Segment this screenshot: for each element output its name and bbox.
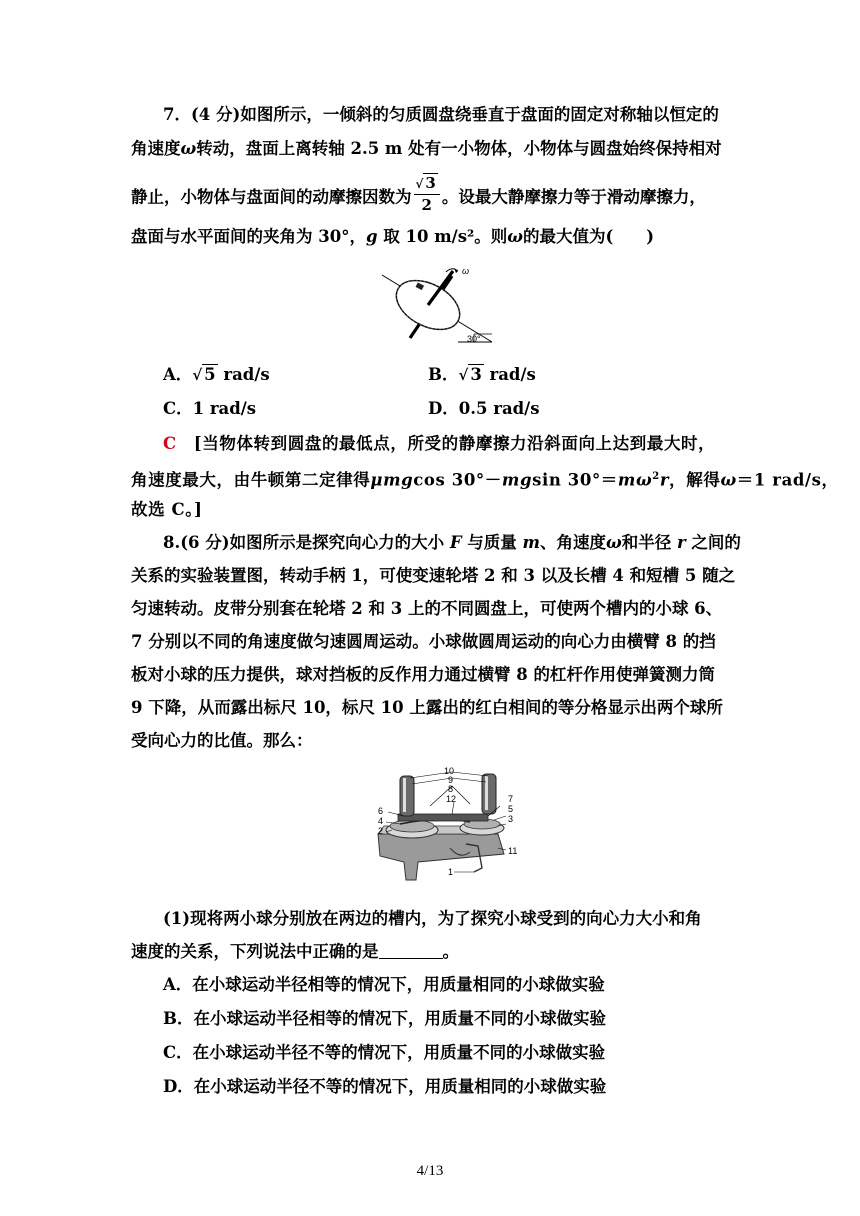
q8-sub1-option-d: D．在小球运动半径不等的情况下，用质量相同的小球做实验 [163, 1077, 607, 1096]
q7-option-a: A．√ 5 rad/s [163, 365, 270, 384]
q7-line-1: 7．(4 分)如图所示，一倾斜的匀质圆盘绕垂直于盘面的固定对称轴以恒定的 [163, 105, 719, 124]
q7-line-2: 角速度ω转动，盘面上离转轴 2.5 m 处有一小物体，小物体与圆盘始终保持相对 [131, 139, 722, 158]
q7-line-4: 盘面与水平面间的夹角为 30°，g 取 10 m/s²。则ω的最大值为( ) [131, 227, 655, 246]
label-6: 6 [378, 806, 384, 816]
q8-sub1-line-2: 速度的关系，下列说法中正确的是 。 [131, 942, 459, 961]
cylinder-right [482, 774, 496, 814]
cylinder-left [400, 776, 414, 816]
q7-answer-line-3: 故选 C。] [131, 500, 203, 519]
q8-sub1-option-a: A．在小球运动半径相等的情况下，用质量相同的小球做实验 [163, 975, 605, 994]
answer-blank[interactable] [379, 942, 443, 959]
label-3: 3 [508, 814, 514, 824]
label-10: 10 [444, 766, 455, 776]
q8-line-7: 受向心力的比值。那么： [131, 731, 313, 750]
angle-label: 30° [467, 334, 481, 344]
centripetal-apparatus-figure [370, 764, 530, 892]
label-11: 11 [508, 846, 518, 856]
label-4: 4 [378, 816, 384, 826]
q7-option-c: C．1 rad/s [163, 399, 257, 418]
omega-label: ω [462, 266, 470, 276]
answer-letter: C [163, 434, 177, 453]
q7-option-b: B．√ 3 rad/s [428, 365, 536, 384]
q8-sub1-line-1: (1)现将两小球分别放在两边的槽内，为了探究小球受到的向心力大小和角 [163, 909, 702, 928]
page-number: 4/13 [416, 1163, 444, 1179]
q8-line-2: 关系的实验装置图，转动手柄 1，可使变速轮塔 2 和 3 以及长槽 4 和短槽 5 随之 [131, 566, 736, 585]
q8-line-4: 7 分别以不同的角速度做匀速圆周运动。小球做圆周运动的向心力由横臂 8 的挡 [131, 632, 716, 651]
q7-line-3: 静止，小物体与盘面间的动摩擦因数为 $\frac{√ 3}{2}$ 。设最大静摩擦力等于滑动摩擦力， [131, 174, 706, 214]
q7-answer-line-2: 角速度最大，由牛顿第二定律得μmgcos 30°－mgsin $30^\circ=m\omega^2r$，解得ω＝1 rad/s， [131, 470, 839, 490]
label-2: 2 [378, 826, 384, 836]
label-1: 1 [448, 867, 454, 877]
label-7: 7 [508, 794, 514, 804]
q8-line-3: 匀速转动。皮带分别套在轮塔 2 和 3 上的不同圆盘上，可使两个槽内的小球 6、 [131, 599, 723, 618]
q8-sub1-option-b: B．在小球运动半径相等的情况下，用质量不同的小球做实验 [163, 1009, 606, 1028]
label-8: 8 [448, 784, 454, 794]
q7-option-d: D．0.5 rad/s [428, 399, 540, 418]
q8-line-1: 8.(6 分)如图所示是探究向心力的大小 F 与质量 m、角速度ω和半径 r 之间的 [163, 533, 741, 552]
label-12: 12 [446, 794, 457, 804]
apparatus-base [378, 834, 504, 880]
q8-line-6: 9 下降，从而露出标尺 10，标尺 10 上露出的红白相间的等分格显示出两个球所 [131, 698, 723, 717]
q8-sub1-option-c: C．在小球运动半径不等的情况下，用质量不同的小球做实验 [163, 1043, 606, 1062]
inclined-disk-figure [370, 262, 500, 348]
q7-answer-line-1: C [当物体转到圆盘的最低点，所受的静摩擦力沿斜面向上达到最大时， [163, 434, 716, 453]
label-5: 5 [508, 804, 514, 814]
label-9: 9 [448, 775, 454, 785]
q8-line-5: 板对小球的压力提供，球对挡板的反作用力通过横臂 8 的杠杆作用使弹簧测力筒 [131, 665, 715, 684]
mu-fraction: $\frac{√ 3}{2}$ [414, 173, 440, 215]
